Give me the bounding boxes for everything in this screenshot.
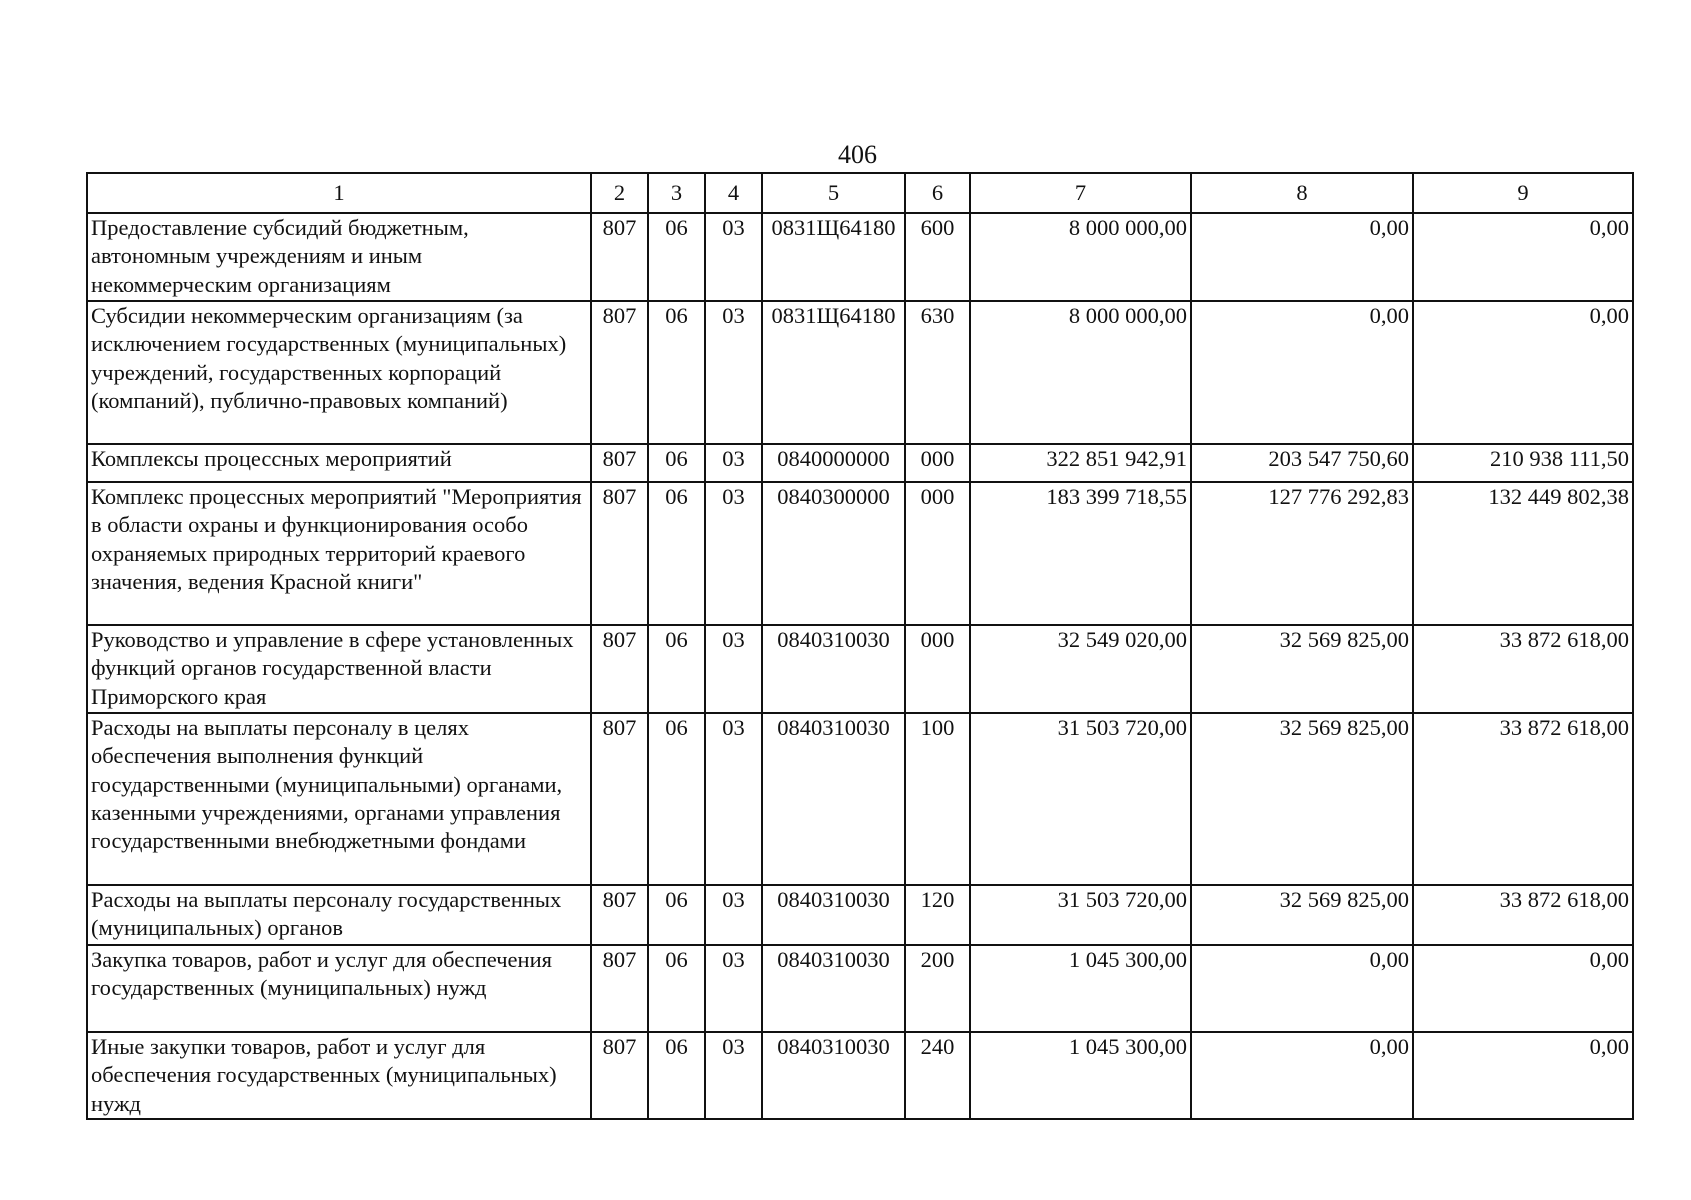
table-row [87,1032,1633,1119]
row-ministry-code: 807 [591,945,648,1032]
row-amount-9: 33 872 618,00 [1413,885,1633,945]
row-amount-7: 1 045 300,00 [970,1032,1191,1119]
row-name: Руководство и управление в сфере установленных функций органов государственной власти Приморского края [87,625,591,713]
table-row [87,885,1633,945]
row-subsection-code: 03 [705,713,762,885]
row-name: Предоставление субсидий бюджетным, автономным учреждениям и иным некоммерческим организациям [87,213,591,301]
row-section-code: 06 [648,625,705,713]
column-header: 4 [705,173,762,213]
row-ministry-code: 807 [591,482,648,625]
row-expense-type: 000 [905,482,970,625]
column-header: 3 [648,173,705,213]
row-ministry-code: 807 [591,625,648,713]
column-header: 7 [970,173,1191,213]
row-ministry-code: 807 [591,213,648,301]
row-subsection-code: 03 [705,885,762,945]
row-amount-7: 32 549 020,00 [970,625,1191,713]
row-subsection-code: 03 [705,482,762,625]
column-header: 6 [905,173,970,213]
row-expense-type: 630 [905,301,970,444]
row-amount-9: 0,00 [1413,301,1633,444]
row-amount-8: 0,00 [1191,213,1413,301]
row-section-code: 06 [648,301,705,444]
row-amount-8: 0,00 [1191,1032,1413,1119]
row-amount-8: 0,00 [1191,301,1413,444]
row-subsection-code: 03 [705,945,762,1032]
row-amount-9: 33 872 618,00 [1413,713,1633,885]
column-header: 8 [1191,173,1413,213]
row-name: Расходы на выплаты персоналу в целях обеспечения выполнения функций государственными (муниципальными) органами, казенными учреждениями, органами управления государственными внебюджетными фондами [87,713,591,885]
row-subsection-code: 03 [705,625,762,713]
column-header: 9 [1413,173,1633,213]
row-section-code: 06 [648,945,705,1032]
row-amount-8: 32 569 825,00 [1191,625,1413,713]
row-amount-7: 8 000 000,00 [970,301,1191,444]
row-subsection-code: 03 [705,444,762,482]
row-expense-type: 100 [905,713,970,885]
row-target-code: 0840000000 [762,444,905,482]
table-row [87,713,1633,885]
row-amount-7: 183 399 718,55 [970,482,1191,625]
row-amount-9: 0,00 [1413,213,1633,301]
table-row [87,213,1633,301]
row-target-code: 0840310030 [762,945,905,1032]
row-expense-type: 000 [905,625,970,713]
budget-table [86,172,1634,1120]
row-target-code: 0840310030 [762,713,905,885]
column-header: 2 [591,173,648,213]
column-header: 5 [762,173,905,213]
row-expense-type: 240 [905,1032,970,1119]
row-ministry-code: 807 [591,301,648,444]
row-subsection-code: 03 [705,213,762,301]
row-amount-9: 0,00 [1413,945,1633,1032]
row-subsection-code: 03 [705,301,762,444]
row-target-code: 0840310030 [762,885,905,945]
row-section-code: 06 [648,482,705,625]
row-target-code: 0840300000 [762,482,905,625]
row-ministry-code: 807 [591,1032,648,1119]
row-section-code: 06 [648,713,705,885]
row-target-code: 0840310030 [762,625,905,713]
table-row [87,444,1633,482]
row-expense-type: 200 [905,945,970,1032]
row-name: Субсидии некоммерческим организациям (за исключением государственных (муниципальных) учреждений, государственных корпораций (компаний), публично-правовых компаний) [87,301,591,444]
row-amount-9: 132 449 802,38 [1413,482,1633,625]
row-amount-7: 31 503 720,00 [970,885,1191,945]
row-section-code: 06 [648,213,705,301]
row-amount-8: 32 569 825,00 [1191,713,1413,885]
table-row [87,945,1633,1032]
page-number: 406 [838,140,877,169]
row-ministry-code: 807 [591,713,648,885]
row-amount-8: 127 776 292,83 [1191,482,1413,625]
row-amount-9: 210 938 111,50 [1413,444,1633,482]
row-amount-7: 1 045 300,00 [970,945,1191,1032]
row-section-code: 06 [648,885,705,945]
row-amount-8: 32 569 825,00 [1191,885,1413,945]
row-name: Расходы на выплаты персоналу государственных (муниципальных) органов [87,885,591,945]
row-amount-8: 0,00 [1191,945,1413,1032]
row-amount-7: 31 503 720,00 [970,713,1191,885]
row-target-code: 0840310030 [762,1032,905,1119]
row-expense-type: 000 [905,444,970,482]
table-row [87,625,1633,713]
column-header: 1 [87,173,591,213]
header-row [87,173,1633,213]
table-row [87,301,1633,444]
row-ministry-code: 807 [591,444,648,482]
row-amount-9: 0,00 [1413,1032,1633,1119]
row-name: Иные закупки товаров, работ и услуг для обеспечения государственных (муниципальных) нужд [87,1032,591,1119]
row-name: Комплекс процессных мероприятий "Мероприятия в области охраны и функционирования особо охраняемых природных территорий краевого значения, ведения Красной книги" [87,482,591,625]
row-target-code: 0831Щ64180 [762,213,905,301]
row-target-code: 0831Щ64180 [762,301,905,444]
table-row [87,482,1633,625]
row-amount-8: 203 547 750,60 [1191,444,1413,482]
row-amount-9: 33 872 618,00 [1413,625,1633,713]
row-ministry-code: 807 [591,885,648,945]
row-subsection-code: 03 [705,1032,762,1119]
row-name: Комплексы процессных мероприятий [87,444,591,482]
row-section-code: 06 [648,444,705,482]
row-section-code: 06 [648,1032,705,1119]
row-name: Закупка товаров, работ и услуг для обеспечения государственных (муниципальных) нужд [87,945,591,1032]
row-expense-type: 600 [905,213,970,301]
row-amount-7: 322 851 942,91 [970,444,1191,482]
row-amount-7: 8 000 000,00 [970,213,1191,301]
row-expense-type: 120 [905,885,970,945]
